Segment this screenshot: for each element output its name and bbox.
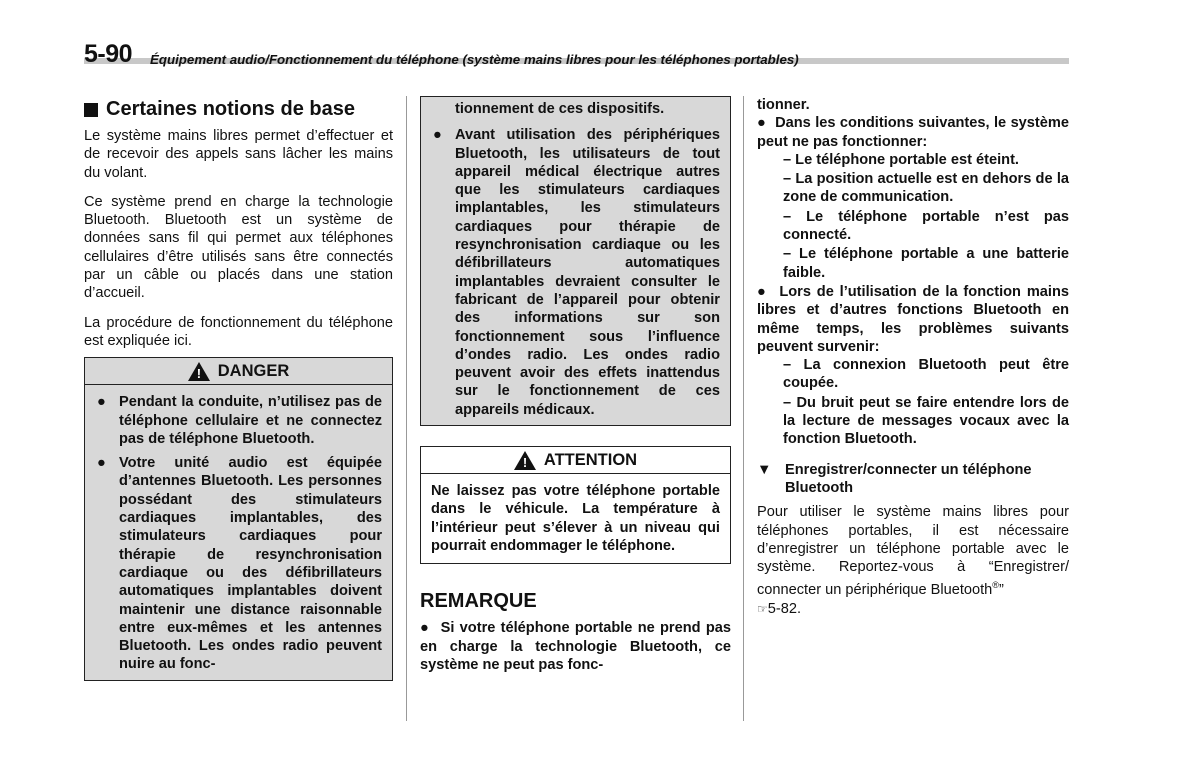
warning-triangle-icon: !: [188, 362, 210, 381]
attention-label: ATTENTION: [543, 450, 638, 469]
danger-item-text: Pendant la conduite, n’utilisez pas de téléphone cellulaire et ne connectez pas de téléphone Bluetooth.: [119, 394, 382, 447]
running-title: Équipement audio/Fonctionnement du téléphone (système mains libres pour les téléphones portables): [150, 52, 799, 67]
remarque-heading: REMARQUE: [420, 590, 537, 613]
closing-quote: ”: [998, 582, 1004, 599]
square-bullet-icon: [84, 103, 98, 117]
paragraph-text: Pour utiliser le système mains libres pour téléphones portables, il est nécessaire d’enregistrer un téléphone portable avec le système. Reportez-vous à “Enregistrer/ connecter un périphérique Bluetooth: [757, 504, 1069, 599]
remarque-item-text: Si votre téléphone portable ne prend pas en charge la technologie Bluetooth, ce système ne peut pas fonc-: [420, 620, 731, 673]
section-title-text: Certaines notions de base: [106, 98, 355, 120]
condition-item: – Le téléphone portable est éteint.: [783, 151, 1019, 168]
danger-label: DANGER: [217, 361, 290, 380]
problem-item: – La connexion Bluetooth peut être coupée.: [783, 357, 1069, 392]
danger-item-text: Votre unité audio est équipée d’antennes Bluetooth. Les personnes possédant des stimulateurs cardiaques implantables, des stimulateurs cardiaques pour thérapie de resynchronisation cardiaque ou des défibrillateurs automatiques implantables doivent maintenir une distance raisonnable entre eux-mêmes et les antennes Bluetooth. Les ondes radio peuvent nuire au fonc-: [119, 455, 382, 673]
condition-item: – Le téléphone portable n’est pas connecté.: [783, 208, 1069, 244]
bullet-icon: ●: [97, 455, 106, 472]
paragraph: Le système mains libres permet d’effectuer et de recevoir des appels sans lâcher les mains du volant.: [84, 128, 393, 181]
danger-item-text: tionnement de ces dispositifs.: [455, 101, 665, 117]
condition-item: – Le téléphone portable a une batterie faible.: [783, 246, 1069, 281]
remarque-item-text: Lors de l’utilisation de la fonction mains libres et d’autres fonctions Bluetooth en même temps, les problèmes suivants peuvent survenir:: [757, 283, 1069, 355]
danger-item-continued: [431, 100, 720, 118]
remarque-item-text: Dans les conditions suivantes, le système peut ne pas fonctionner:: [757, 115, 1069, 150]
paragraph: Ce système prend en charge la technologie Bluetooth. Bluetooth est un système de données sans fil qui permet aux téléphones cellulaires d’être utilisés sans être connectés par un câble ou placés dans une station d’accueil.: [84, 193, 393, 302]
triangle-down-icon: ▼: [757, 461, 772, 478]
column-divider: [406, 96, 407, 721]
remarque-item: [420, 619, 731, 674]
reference-icon: ☞: [757, 601, 768, 616]
danger-body-continued: [420, 96, 731, 426]
danger-item: [431, 126, 720, 419]
danger-item: [95, 393, 382, 448]
page-number: 5-90: [84, 40, 133, 68]
danger-header: [84, 357, 393, 385]
bullet-icon: ●: [757, 283, 780, 300]
subsection-heading: [757, 461, 1069, 498]
registered-mark: ®: [992, 580, 999, 591]
section-title: [84, 98, 393, 121]
attention-body: [420, 474, 731, 564]
condition-item: – La position actuelle est en dehors de la zone de communication.: [783, 171, 1069, 206]
bullet-icon: ●: [97, 394, 106, 411]
paragraph: [757, 503, 1069, 618]
column-1: [84, 96, 393, 681]
bullet-icon: ●: [420, 620, 441, 637]
subsection-title: Enregistrer/connecter un téléphone Bluetooth: [785, 461, 1032, 496]
column-3: [757, 96, 1069, 629]
danger-item-text: Avant utilisation des périphériques Bluetooth, les utilisateurs de tout appareil médical électrique autres que les stimulateurs cardiaques implantables, les stimulateurs cardiaques pour thérapie de resynchronisation cardiaque ou les défibrillateurs automatiques implantables devraient consulter le fabricant de l’appareil pour obtenir des informations sur son fonctionnement sous l’influence d’ondes radio. Les ondes radio peuvent avoir des effets inattendus sur le fonctionnement de ces appareils médicaux.: [455, 127, 720, 418]
warning-triangle-icon: !: [514, 451, 536, 470]
danger-body: [84, 385, 393, 680]
remarque-item: [757, 283, 1069, 356]
danger-item: [95, 454, 382, 674]
attention-header: [420, 446, 731, 474]
paragraph: La procédure de fonctionnement du téléphone est expliquée ici.: [84, 314, 393, 349]
bullet-icon: ●: [433, 127, 442, 144]
attention-text: Ne laissez pas votre téléphone portable dans le véhicule. La température à l’intérieur peut s’élever à un niveau qui pourrait endommager le téléphone.: [431, 483, 720, 554]
remarque-item: [757, 114, 1069, 151]
problem-item: – Du bruit peut se faire entendre lors de la lecture de messages vocaux avec la fonction Bluetooth.: [783, 394, 1069, 448]
remarque-continued: tionner.: [757, 97, 810, 113]
column-2: [420, 96, 731, 680]
page-reference[interactable]: 5-82.: [767, 600, 802, 617]
bullet-icon: ●: [757, 115, 776, 132]
column-divider: [743, 96, 744, 721]
